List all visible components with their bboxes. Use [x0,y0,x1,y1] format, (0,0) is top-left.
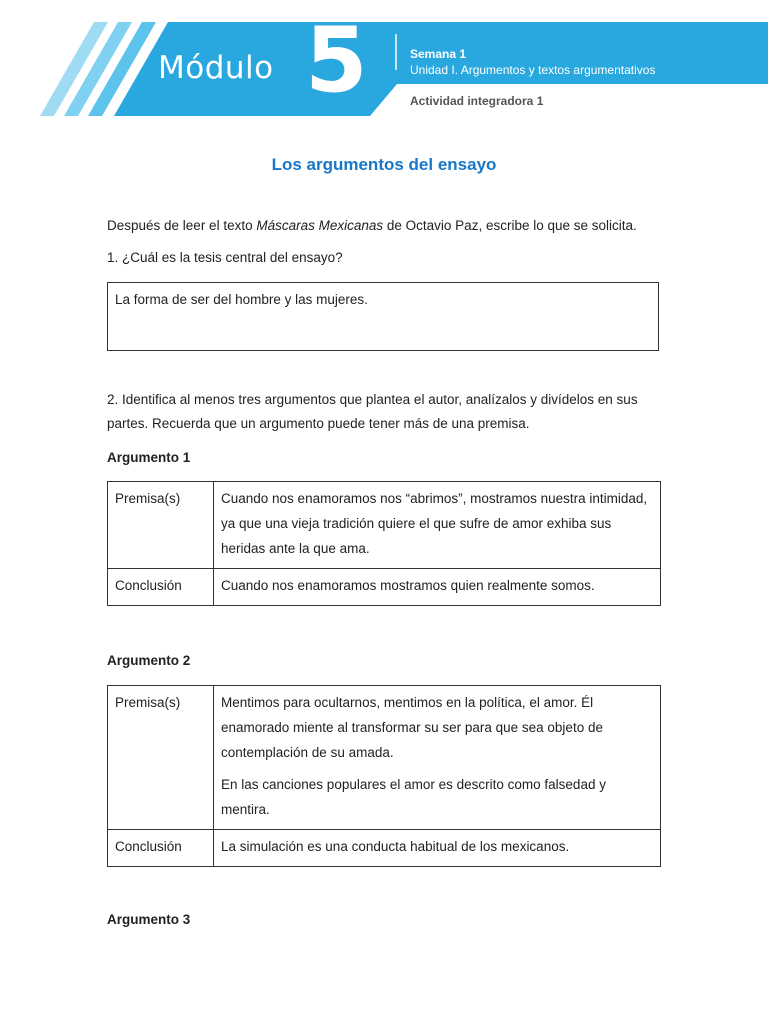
premise-cell[interactable] [214,482,661,569]
question-2: 2. Identifica al menos tres argumentos que plantea el autor, analízalos y divídelos en sus partes. Recuerda que un argumento puede tener más de una premisa. [107,392,638,431]
argument-1-table [107,481,661,606]
conclusion-label: Conclusión [108,569,214,606]
premise-text: Mentimos para ocultarnos, mentimos en la política, el amor. Él enamorado miente al transformar su ser para que sea objeto de contemplación de su amada. [221,695,603,760]
book-title: Máscaras Mexicanas [256,218,384,233]
answer-1-text: La forma de ser del hombre y las mujeres. [115,292,368,307]
argument-2-heading: Argumento 2 [107,653,191,668]
premise-text: Cuando nos enamoramos nos “abrimos”, mostramos nuestra intimidad, ya que una vieja tradición quiere el que sufre de amor exhiba sus heridas ante la que ama. [221,491,648,556]
argument-2-table [107,685,661,867]
table-row [108,482,661,569]
premise-cell[interactable] [214,686,661,830]
table-row [108,569,661,606]
intro-text: Después de leer el texto Máscaras Mexicanas de Octavio Paz, escribe lo que se solicita. [107,218,637,233]
module-word: Módulo [158,50,274,86]
conclusion-label: Conclusión [108,830,214,867]
answer-1-box[interactable] [107,282,659,351]
table-row [108,686,661,830]
module-number: 5 [305,8,368,113]
table-row [108,830,661,867]
premise-label: Premisa(s) [108,686,214,830]
question-1: 1. ¿Cuál es la tesis central del ensayo? [107,250,343,265]
activity-label: Actividad integradora 1 [410,94,544,108]
argument-1-heading: Argumento 1 [107,450,191,465]
premise-text: En las canciones populares el amor es descrito como falsedad y mentira. [221,777,606,817]
conclusion-cell[interactable]: Cuando nos enamoramos mostramos quien realmente somos. [214,569,661,606]
week-label: Semana 1 [410,47,467,61]
conclusion-cell[interactable]: La simulación es una conducta habitual de los mexicanos. [214,830,661,867]
argument-3-heading: Argumento 3 [107,912,191,927]
unit-label: Unidad I. Argumentos y textos argumentativos [410,63,656,77]
premise-label: Premisa(s) [108,482,214,569]
module-banner [0,0,768,120]
document-title: Los argumentos del ensayo [271,155,497,174]
